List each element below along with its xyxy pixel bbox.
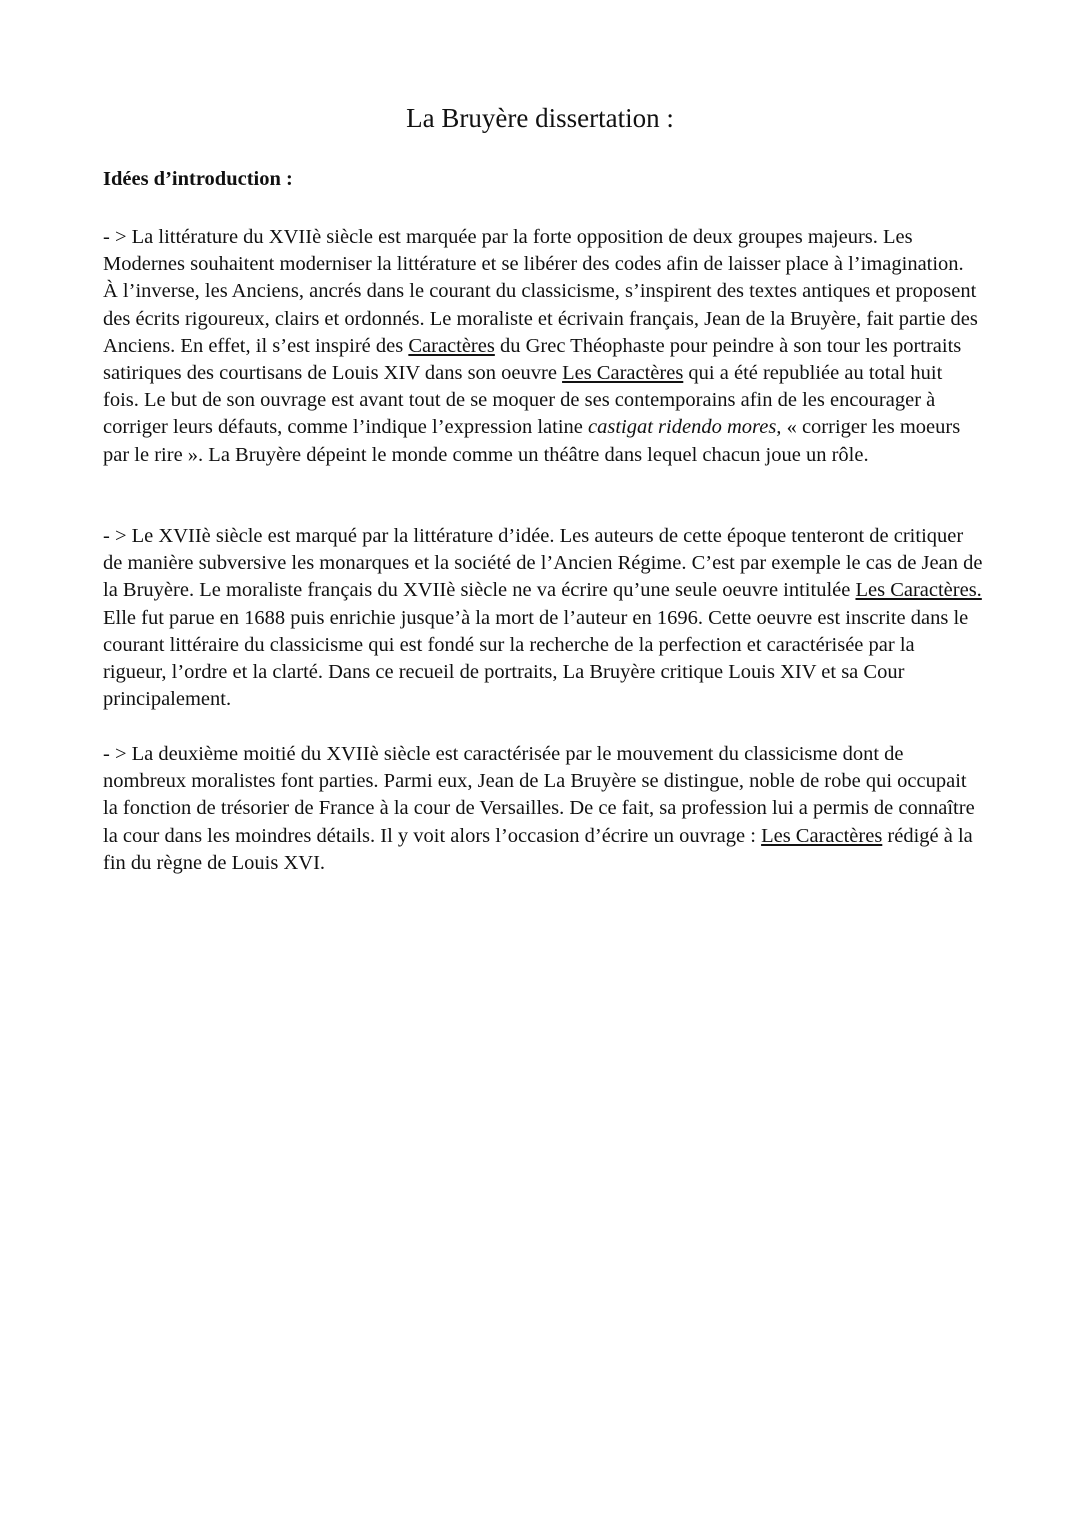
text-run: - > Le XVIIè siècle est marqué par la littérature d’idée. Les auteurs de cette époque tenteront de critiquer de manière subversive les monarques et la société de l’Ancien Régime. C’est par exemple le cas de Jean de la Bruyère. Le moraliste français du XVIIè siècle ne va écrire qu’une seule oeuvre intitulée <box>103 525 983 602</box>
underlined-title: Les Caractères <box>562 362 684 385</box>
underlined-title: Les Caractères <box>761 824 883 847</box>
underlined-title: Caractères <box>408 334 495 357</box>
underlined-title: Les Caractères. <box>855 579 982 602</box>
text-run: du Grec Théophaste pour peindre à son tour les portraits satiriques des courtisans de Louis XIV dans son oeuvre <box>103 334 962 385</box>
text-run: qui a été republiée au total huit fois. Le but de son ouvrage est avant tout de se moquer de ses contemporains afin de les encourager à corriger leurs défauts, comme l’indique l’expression latine <box>103 362 943 439</box>
text-run: Elle fut parue en 1688 puis enrichie jusque’à la mort de l’auteur en 1696. Cette oeuvre est inscrite dans le courant littéraire du classicisme qui est fondé sur la recherche de la perfection et caractérisée par la rigueur, l’ordre et la clarté. Dans ce recueil de portraits, La Bruyère critique Louis XIV et sa Cour principalement. <box>103 606 969 711</box>
paragraph-2 <box>103 523 983 713</box>
paragraph-3 <box>103 741 983 877</box>
section-heading: Idées d’introduction : <box>103 168 293 190</box>
text-run: - > La littérature du XVIIè siècle est marquée par la forte opposition de deux groupes majeurs. Les Modernes souhaitent moderniser la littérature et se libérer des codes afin de laisser place à l’imagination. À l’inverse, les Anciens, ancrés dans le courant du classicisme, s’inspirent des textes antiques et proposent des écrits rigoureux, clairs et ordonnés. Le moraliste et écrivain français, Jean de la Bruyère, fait partie des Anciens. En effet, il s’est inspiré des <box>103 226 978 357</box>
text-run: - > La deuxième moitié du XVIIè siècle est caractérisée par le mouvement du classicisme dont de nombreux moralistes font parties. Parmi eux, Jean de La Bruyère se distingue, noble de robe qui occupait la fonction de trésorier de France à la cour de Versailles. De ce fait, sa profession lui a permis de connaître la cour dans les moindres détails. Il y voit alors l’occasion d’écrire un ouvrage : <box>103 743 975 847</box>
latin-expression: castigat ridendo mores, <box>588 416 782 439</box>
text-run: rédigé à la fin du règne de Louis XVI. <box>103 824 973 874</box>
paragraph-1 <box>103 224 983 469</box>
page-title: La Bruyère dissertation : <box>406 103 674 133</box>
text-run: « corriger les moeurs par le rire ». La Bruyère dépeint le monde comme un théâtre dans lequel chacun joue un rôle. <box>103 416 961 466</box>
